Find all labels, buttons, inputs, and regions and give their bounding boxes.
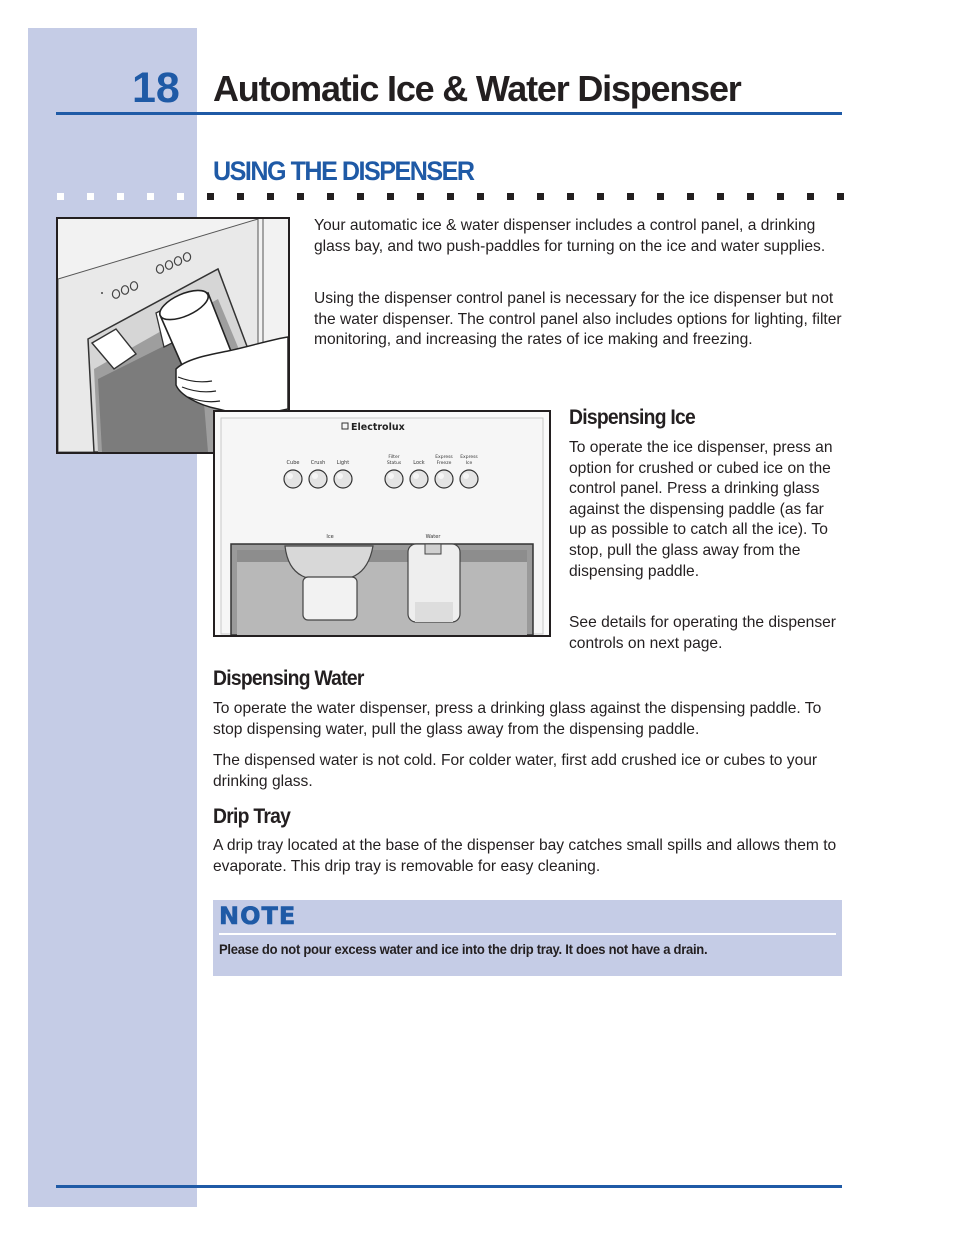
bay-label-ice: Ice: [326, 534, 334, 540]
divider-dot: [627, 193, 634, 200]
dispensing-water-paragraph-1: To operate the water dispenser, press a drinking glass against the dispensing paddle. To stop dispensing water, pull the glass away from the dispensing paddle.: [213, 700, 822, 738]
header-rule: [56, 112, 842, 115]
button-label-express-freeze-1: Express: [435, 455, 453, 460]
bay-label-water: Water: [425, 534, 441, 540]
note-title: NOTE: [219, 902, 297, 930]
divider-dot: [147, 193, 154, 200]
button-label-light: Light: [336, 460, 350, 466]
divider-dot: [237, 193, 244, 200]
divider-dot: [267, 193, 274, 200]
note-text: Please do not pour excess water and ice into the drip tray. It does not have a drain.: [219, 941, 708, 957]
sidebar-band: [28, 28, 197, 1207]
dispensing-water-heading: Dispensing Water: [213, 667, 364, 690]
intro-paragraph-2: Using the dispenser control panel is necessary for the ice dispenser but not the water dispenser. The control panel also includes options for lighting, filter monitoring, and increasing the rates of ice making and freezing.: [314, 290, 842, 349]
footer-rule: [56, 1185, 842, 1188]
note-box: [213, 900, 842, 976]
divider-dot: [807, 193, 814, 200]
divider-dot: [297, 193, 304, 200]
divider-dot: [777, 193, 784, 200]
section-title: USING THE DISPENSER: [213, 156, 474, 186]
button-label-filter: Filter: [388, 455, 400, 460]
divider-dot: [687, 193, 694, 200]
button-label-lock: Lock: [413, 460, 425, 466]
dispensing-water-paragraph-2: The dispensed water is not cold. For colder water, first add crushed ice or cubes to your drinking glass.: [213, 752, 818, 790]
button-label-express-ice-1: Express: [460, 455, 478, 460]
button-label-crush: Crush: [310, 460, 326, 466]
divider-dot: [597, 193, 604, 200]
page-number: 18: [132, 64, 180, 112]
divider-dot: [567, 193, 574, 200]
dispensing-ice-paragraph-1: To operate the ice dispenser, press an option for crushed or cubed ice on the control panel. Press a drinking glass against the dispensing paddle (as far up as possible to catch all the ice). To stop, pull the glass away from the dispensing paddle.: [569, 439, 833, 580]
button-label-cube: Cube: [286, 460, 300, 466]
dispensing-ice-paragraph-2: See details for operating the dispenser controls on next page.: [569, 614, 836, 652]
divider-dot: [327, 193, 334, 200]
divider-dot: [747, 193, 754, 200]
divider-dot: [207, 193, 214, 200]
divider-dot: [87, 193, 94, 200]
drip-tray-heading: Drip Tray: [213, 805, 291, 828]
divider-dot: [537, 193, 544, 200]
note-rule: [219, 933, 836, 935]
button-label-express-freeze-2: Freeze: [436, 461, 452, 466]
divider-dot: [387, 193, 394, 200]
divider-dot: [477, 193, 484, 200]
divider-dot: [837, 193, 844, 200]
drip-tray-paragraph: A drip tray located at the base of the dispenser bay catches small spills and allows them to evaporate. This drip tray is removable for easy cleaning.: [213, 837, 837, 875]
divider-dot: [717, 193, 724, 200]
control-panel-illustration: [213, 410, 551, 637]
intro-paragraph-1: Your automatic ice & water dispenser includes a control panel, a drinking glass bay, and two push-paddles for turning on the ice and water supplies.: [314, 217, 826, 255]
page-title: Automatic Ice & Water Dispenser: [213, 68, 741, 109]
divider-dot: [177, 193, 184, 200]
divider-dot: [357, 193, 364, 200]
divider-dot: [507, 193, 514, 200]
dotted-divider: [56, 193, 846, 201]
dispensing-ice-heading: Dispensing Ice: [569, 406, 696, 429]
button-label-status: Status: [386, 461, 402, 466]
divider-dot: [117, 193, 124, 200]
divider-dot: [657, 193, 664, 200]
divider-dot: [447, 193, 454, 200]
button-label-express-ice-2: Ice: [465, 461, 473, 466]
divider-dot: [57, 193, 64, 200]
divider-dot: [417, 193, 424, 200]
brand-label: Electrolux: [351, 422, 405, 433]
